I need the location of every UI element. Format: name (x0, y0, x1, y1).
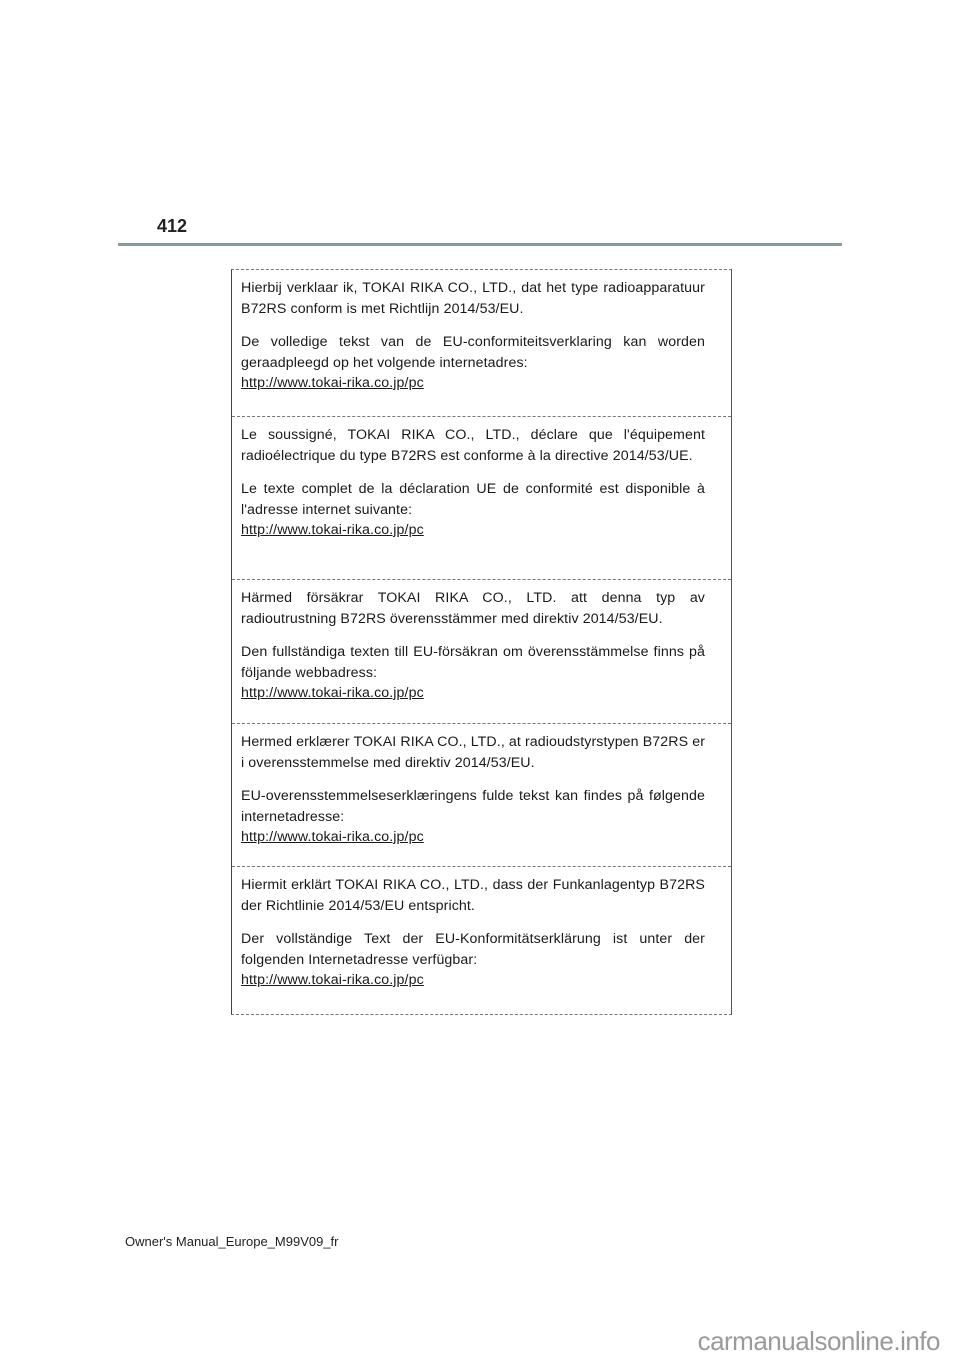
declaration-swedish (232, 580, 731, 724)
availability-text: Le texte complet de la déclaration UE de conformité est disponible à l'adresse internet suivante: http://www.tokai-rika.co.jp/pc (241, 479, 705, 541)
declaration-link[interactable]: http://www.tokai-rika.co.jp/pc (241, 972, 424, 988)
declaration-link[interactable]: http://www.tokai-rika.co.jp/pc (241, 685, 424, 701)
declaration-link[interactable]: http://www.tokai-rika.co.jp/pc (241, 522, 424, 538)
declaration-text: Härmed försäkrar TOKAI RIKA CO., LTD. att denna typ av radioutrustning B72RS överensstämmer med direktiv 2014/53/EU. (241, 590, 705, 627)
watermark: carmanualsonline.info (697, 1326, 940, 1356)
availability-text: De volledige tekst van de EU-conformiteitsverklaring kan worden geraadpleegd op het volgende internetadres: http://www.tokai-rika.co.jp/pc (241, 332, 705, 394)
declaration-text: Le soussigné, TOKAI RIKA CO., LTD., déclare que l'équipement radioélectrique du type B72RS est conforme à la directive 2014/53/UE. (241, 427, 705, 464)
availability-text: Der vollständige Text der EU-Konformitätserklärung ist unter der folgenden Internetadresse verfügbar: http://www.tokai-rika.co.jp/pc (241, 929, 705, 991)
footer-manual-id: Owner's Manual_Europe_M99V09_fr (125, 1234, 339, 1249)
declaration-text: Hermed erklærer TOKAI RIKA CO., LTD., at radioudstyrstypen B72RS er i overensstemmelse med direktiv 2014/53/EU. (241, 734, 706, 771)
declaration-french (232, 417, 731, 580)
declaration-text: Hierbij verklaar ik, TOKAI RIKA CO., LTD., dat het type radioapparatuur B72RS conform is met Richtlijn 2014/53/EU. (241, 280, 705, 317)
availability-text: Den fullständiga texten till EU-försäkran om överensstämmelse finns på följande webbadress: http://www.tokai-rika.co.jp/pc (241, 642, 705, 704)
declaration-danish (232, 724, 731, 867)
declaration-box (231, 269, 732, 1015)
declaration-text: Hiermit erklärt TOKAI RIKA CO., LTD., dass der Funkanlagentyp B72RS der Richtlinie 2014/53/EU entspricht. (241, 877, 705, 914)
declaration-link[interactable]: http://www.tokai-rika.co.jp/pc (241, 829, 424, 845)
declaration-dutch (232, 270, 731, 417)
declaration-link[interactable]: http://www.tokai-rika.co.jp/pc (241, 375, 424, 391)
page-number: 412 (157, 216, 188, 236)
header-rule (118, 243, 842, 246)
declaration-german (232, 867, 731, 1014)
availability-text: EU-overensstemmelseserklæringens fulde tekst kan findes på følgende internetadresse: http://www.tokai-rika.co.jp/pc (241, 786, 705, 848)
